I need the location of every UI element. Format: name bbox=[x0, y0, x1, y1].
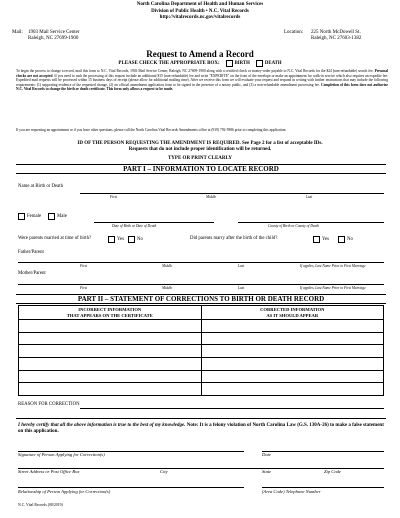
father-last-sublabel: Last bbox=[238, 264, 245, 268]
incorrect-cell[interactable] bbox=[19, 358, 202, 371]
married-no-label: No bbox=[137, 237, 143, 242]
table-row bbox=[19, 332, 384, 345]
incorrect-col-header-line1: INCORRECT INFORMATION bbox=[78, 307, 142, 313]
corrected-col-header bbox=[201, 306, 384, 320]
name-input[interactable] bbox=[80, 193, 384, 194]
incorrect-cell[interactable] bbox=[19, 383, 202, 396]
corrected-cell[interactable] bbox=[201, 383, 384, 396]
street-label: Street Address or Post Office Box bbox=[18, 469, 80, 474]
county-sublabel: County of Birth or County of Death bbox=[268, 224, 320, 228]
certification-text: I hereby certify that all the above information is true to the best of my knowledge. bbox=[18, 423, 186, 428]
table-row bbox=[19, 358, 384, 371]
agency-line2: Division of Public Health • N.C. Vital Records bbox=[151, 8, 249, 14]
form-footer: N.C. Vital Records (08/2019) bbox=[18, 503, 63, 507]
mother-last-sublabel: Last bbox=[238, 286, 245, 290]
part2-header: PART II – STATEMENT OF CORRECTIONS TO BIRTH OR DEATH RECORD bbox=[16, 294, 386, 304]
incorrect-col-header-line2: THAT APPEARS ON THE CERTIFICATE bbox=[66, 312, 153, 318]
married-no-option[interactable] bbox=[128, 236, 143, 243]
death-label: DEATH bbox=[264, 61, 282, 66]
table-row bbox=[19, 320, 384, 333]
section-divider bbox=[16, 418, 386, 419]
corrected-cell[interactable] bbox=[201, 345, 384, 358]
location-label: Location: bbox=[284, 30, 304, 35]
relationship-input[interactable] bbox=[18, 487, 244, 488]
married-after-no-label: No bbox=[347, 237, 353, 242]
city-label: City bbox=[160, 469, 168, 474]
date-signed-input[interactable] bbox=[262, 451, 384, 452]
signature-label: Signature of Person Applying for Correction(s) bbox=[18, 452, 105, 457]
mother-first-sublabel: First bbox=[80, 286, 87, 290]
corrected-cell[interactable] bbox=[201, 358, 384, 371]
instructions-text-bold: Personal checks are not accepted bbox=[16, 69, 388, 78]
corrected-col-header-line2: AS IT SHOULD APPEAR bbox=[266, 312, 319, 318]
mother-middle-sublabel: Middle bbox=[162, 286, 173, 290]
id-notice-line1: ID OF THE PERSON REQUESTING THE AMENDMENT IS REQUIRED. See Page 2 for a list of acceptable IDs. bbox=[77, 141, 323, 146]
location-address bbox=[284, 30, 361, 42]
table-row bbox=[19, 345, 384, 358]
male-option[interactable] bbox=[48, 213, 67, 220]
record-type-row bbox=[0, 60, 400, 67]
appointment-paragraph: If you are requesting an appointment or if you have other questions, please call the North Carolina Vital Records Amendments office at (919) 792-5986 prior to completing this application. bbox=[16, 128, 287, 132]
incorrect-cell[interactable] bbox=[19, 320, 202, 333]
part1-header: PART I – INFORMATION TO LOCATE RECORD bbox=[16, 164, 386, 174]
name-label: Name at Birth or Death bbox=[18, 184, 64, 189]
relationship-label: Relationship of Person Applying for Correction(s) bbox=[18, 489, 111, 494]
father-maiden-sublabel: If applies, Last Name Prior to First Marriage bbox=[300, 264, 366, 268]
incorrect-cell[interactable] bbox=[19, 345, 202, 358]
death-checkbox[interactable] bbox=[256, 60, 263, 67]
instructions-text-1: To begin the process to change a record, mail this form to N.C. Vital Records, 1903 Mail Service Center, Raleigh, NC 27699-1900 along with a certified check or money-order payable to N.C. Vital Records for the $24 (non-refundable) search fee. bbox=[16, 69, 374, 73]
corrected-col-header-line1: CORRECTED INFORMATION bbox=[260, 307, 325, 313]
county-input[interactable] bbox=[238, 222, 384, 223]
mother-label: Mother/Parent bbox=[18, 271, 46, 276]
location-line1: 225 North McDowell St. bbox=[311, 30, 361, 35]
married-no-checkbox[interactable] bbox=[128, 236, 135, 243]
phone-input[interactable] bbox=[262, 487, 384, 488]
male-label: Male bbox=[57, 214, 67, 219]
instructions-paragraph bbox=[16, 69, 388, 92]
incorrect-col-header bbox=[19, 306, 202, 320]
agency-line1: North Carolina Department of Health and Human Services bbox=[136, 2, 264, 7]
zip-label: Zip Code bbox=[324, 469, 341, 474]
married-after-no-checkbox[interactable] bbox=[338, 236, 345, 243]
id-notice bbox=[0, 141, 400, 154]
birth-label: BIRTH bbox=[234, 61, 250, 66]
table-row bbox=[19, 383, 384, 396]
mother-maiden-sublabel: If applies, Last Name Prior to First Marriage bbox=[300, 286, 366, 290]
id-notice-line2: Requests that do not include proper identification will be returned. bbox=[128, 147, 272, 153]
female-checkbox[interactable] bbox=[18, 213, 25, 220]
check-prompt: PLEASE CHECK THE APPROPRIATE BOX: bbox=[118, 61, 220, 66]
form-title: Request to Amend a Record bbox=[146, 49, 254, 59]
corrected-cell[interactable] bbox=[201, 332, 384, 345]
instructions-text-bold-2: Completion of this form does not authorize N.C. Vital Records to change the birth or death certificate. This form only allows a request to be made. bbox=[16, 82, 388, 92]
date-sublabel: Date of Birth or Date of Death bbox=[112, 224, 157, 228]
mail-line1: 1903 Mail Service Center bbox=[28, 30, 80, 35]
state-label: State bbox=[262, 469, 272, 474]
table-row bbox=[19, 370, 384, 383]
birth-option[interactable] bbox=[226, 60, 250, 67]
location-line2: Raleigh, NC 27603-1382 bbox=[311, 36, 362, 41]
married-yes-option[interactable] bbox=[108, 236, 124, 243]
female-option[interactable] bbox=[18, 213, 41, 220]
corrected-cell[interactable] bbox=[201, 370, 384, 383]
phone-label: (Area Code) Telephone Number bbox=[262, 489, 321, 494]
married-yes-checkbox[interactable] bbox=[108, 236, 115, 243]
mail-label: Mail: bbox=[12, 30, 23, 35]
married-after-yes-label: Yes bbox=[322, 237, 329, 242]
married-after-yes-checkbox[interactable] bbox=[313, 236, 320, 243]
reason-input[interactable] bbox=[80, 408, 384, 409]
married-after-no-option[interactable] bbox=[338, 236, 353, 243]
name-first-sublabel: First bbox=[110, 195, 117, 199]
female-label: Female bbox=[27, 214, 42, 219]
date-input[interactable] bbox=[94, 222, 214, 223]
birth-checkbox[interactable] bbox=[226, 60, 233, 67]
married-after-question: Did parents marry after the birth of the child? bbox=[190, 236, 278, 241]
name-middle-sublabel: Middle bbox=[206, 195, 217, 199]
death-option[interactable] bbox=[256, 60, 282, 67]
felony-note: Note: It is a felony violation of North Carolina Law (G.S. 130A-26) to make a false statement on this application. bbox=[18, 423, 384, 435]
incorrect-cell[interactable] bbox=[19, 332, 202, 345]
agency-header bbox=[0, 2, 400, 22]
type-print-notice: TYPE OR PRINT CLEARLY bbox=[167, 156, 233, 161]
corrected-cell[interactable] bbox=[201, 320, 384, 333]
certification-statement bbox=[18, 423, 384, 436]
father-first-sublabel: First bbox=[80, 264, 87, 268]
name-last-sublabel: Last bbox=[306, 195, 313, 199]
mother-input[interactable] bbox=[18, 284, 384, 285]
reason-label: REASON FOR CORRECTION bbox=[18, 402, 80, 407]
male-checkbox[interactable] bbox=[48, 213, 55, 220]
father-label: Father/Parent bbox=[18, 250, 44, 255]
mail-line2: Raleigh, NC 27699-1900 bbox=[28, 36, 79, 41]
incorrect-cell[interactable] bbox=[19, 370, 202, 383]
father-middle-sublabel: Middle bbox=[162, 264, 173, 268]
agency-url[interactable]: http://vitalrecords.nc.gov/vitalrecords bbox=[159, 15, 241, 20]
father-input[interactable] bbox=[18, 262, 384, 263]
instructions-text-2: . If you need to rush the processing of this request include an additional $15 (non-refundable) fee and write "EXPEDITE" on the front of the envelope or make an appointment for walk-in service which also requires an expedite fee. Expedited mail requests will be processed within 15 business days of receipt (please allow for additional mailing time). After we receive this form we will evaluate your request and respond in writing with further instructions that may include the following requirements: (1) supporting evidence of the requested change, (2) an official amendment application form to be signed in the presence of a notary public, and (3) a non-refundable amendment processing fee. bbox=[16, 73, 388, 87]
mail-address bbox=[12, 30, 78, 42]
married-after-yes-option[interactable] bbox=[313, 236, 329, 243]
date-signed-label: Date bbox=[262, 452, 271, 457]
corrections-table bbox=[18, 305, 384, 396]
married-yes-label: Yes bbox=[117, 237, 124, 242]
married-question: Were parents married at time of birth? bbox=[18, 236, 92, 241]
